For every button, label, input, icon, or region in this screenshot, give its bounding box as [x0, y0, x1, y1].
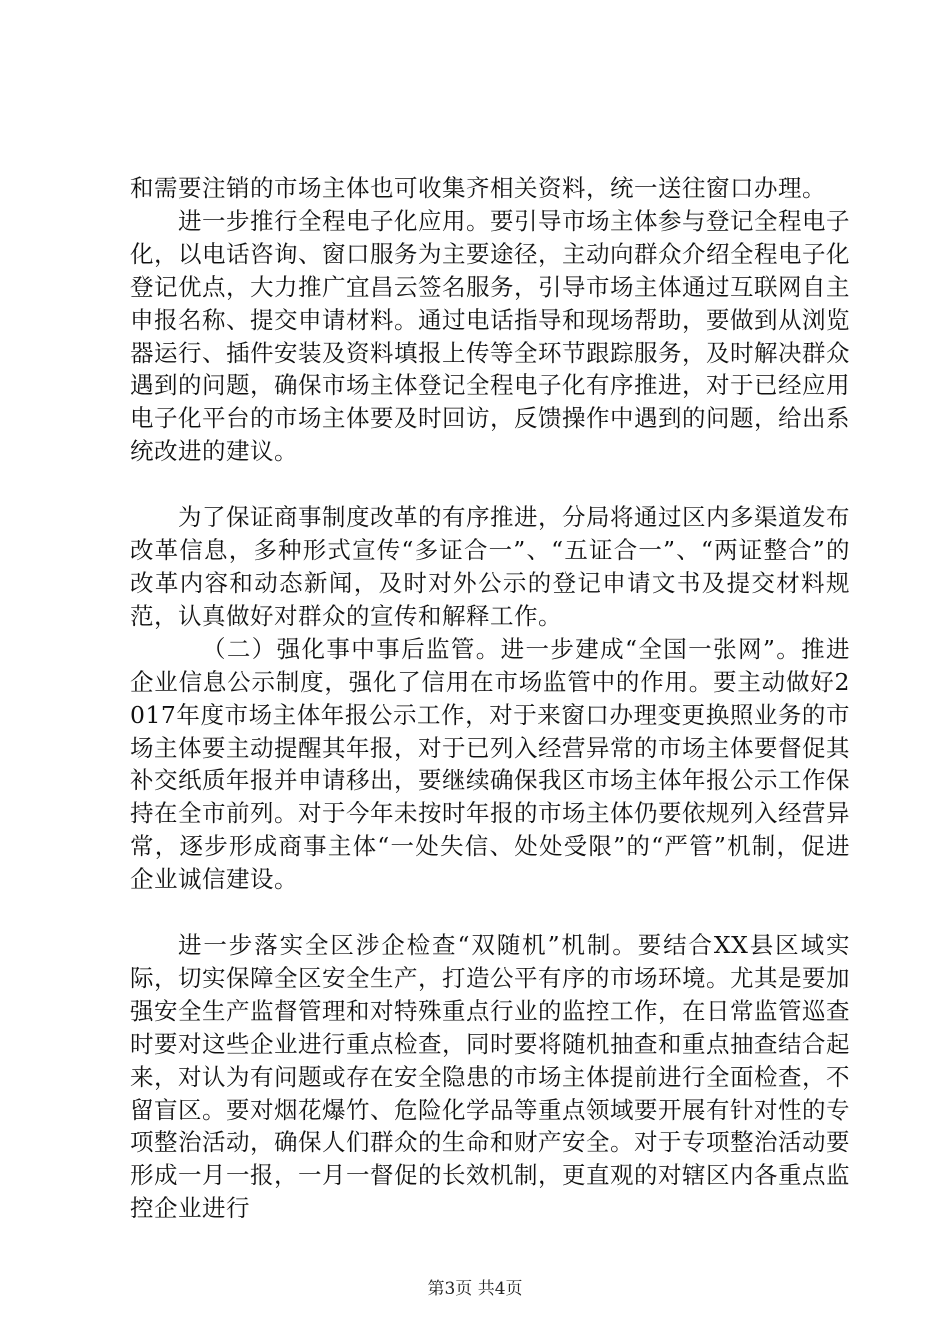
paragraph-gap — [130, 896, 850, 929]
paragraph-gap — [130, 468, 850, 501]
document-body — [130, 172, 850, 1225]
page-footer: 第3页 共4页 — [427, 1279, 523, 1299]
paragraph-e-registration: 进一步推行全程电子化应用。要引导市场主体参与登记全程电子化，以电话咨询、窗口服务为主要途径，主动向群众介绍全程电子化登记优点，大力推广宜昌云签名服务，引导市场主体通过互联网自主申报名称、提交申请材料。通过电话指导和现场帮助，要做到从浏览器运行、插件安装及资料填报上传等全环节跟踪服务，及时解决群众遇到的问题，确保市场主体登记全程电子化有序推进，对于已经应用电子化平台的市场主体要及时回访，反馈操作中遇到的问题，给出系统改进的建议。 — [130, 206, 850, 466]
paragraph-reform-publicity: 为了保证商事制度改革的有序推进，分局将通过区内多渠道发布改革信息，多种形式宣传“多证合一”、“五证合一”、“两证整合”的改革内容和动态新闻，及时对外公示的登记申请文书及提交材料规范，认真做好对群众的宣传和解释工作。 — [130, 503, 850, 630]
paragraph-supervision: （二）强化事中事后监管。进一步建成“全国一张网”。推进企业信息公示制度，强化了信用在市场监管中的作用。要主动做好2017年度市场主体年报公示工作，对于来窗口办理变更换照业务的市场主体要主动提醒其年报，对于已列入经营异常的市场主体要督促其补交纸质年报并申请移出，要继续确保我区市场主体年报公示工作保持在全市前列。对于今年未按时年报的市场主体仍要依规列入经营异常，逐步形成商事主体“一处失信、处处受限”的“严管”机制，促进企业诚信建设。 — [130, 634, 850, 894]
paragraph-double-random: 进一步落实全区涉企检查“双随机”机制。要结合XX县区域实际，切实保障全区安全生产，打造公平有序的市场环境。尤其是要加强安全生产监督管理和对特殊重点行业的监控工作，在日常监管巡查时要对这些企业进行重点检查，同时要将随机抽查和重点抽查结合起来，对认为有问题或存在安全隐患的市场主体提前进行全面检查，不留盲区。要对烟花爆竹、危险化学品等重点领域要开展有针对性的专项整治活动，确保人们群众的生命和财产安全。对于专项整治活动要形成一月一报，一月一督促的长效机制，更直观的对辖区内各重点监控企业进行 — [130, 931, 850, 1223]
paragraph-continuation: 和需要注销的市场主体也可收集齐相关资料，统一送往窗口办理。 — [130, 174, 826, 202]
